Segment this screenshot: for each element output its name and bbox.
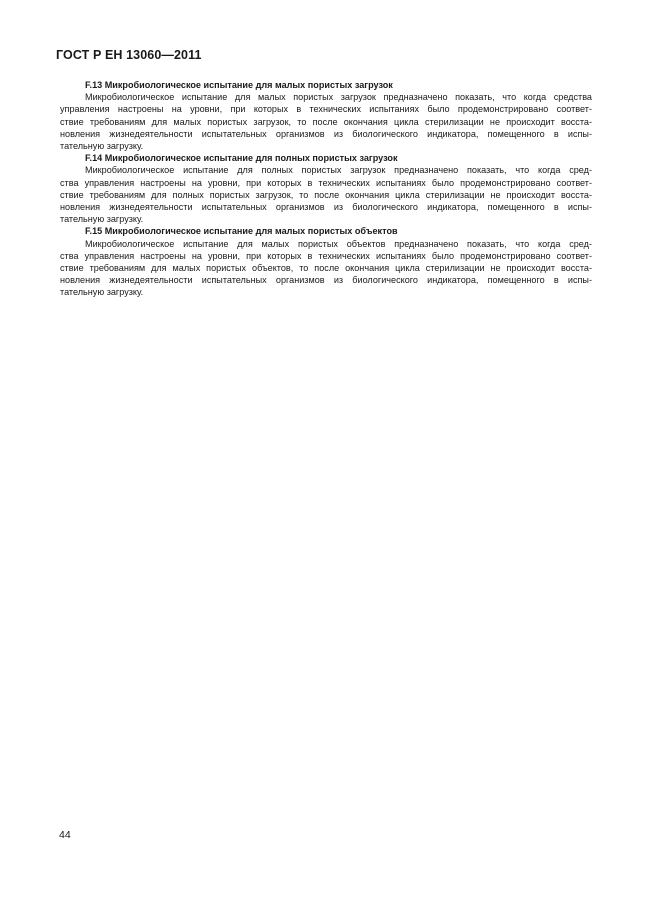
- section-f13: [60, 79, 592, 152]
- paragraph-line: Микробиологическое испытание для малых пористых объектов предназначено показать, что когда сред-: [85, 238, 592, 249]
- paragraph-line: ствие требованиям для малых пористых загрузок, то после окончания цикла стерилизации не происходит восста-: [60, 116, 592, 127]
- paragraph-line: тательную загрузку.: [60, 214, 144, 225]
- section-f14: [60, 152, 592, 225]
- document-body: [60, 79, 592, 299]
- paragraph-line: ствие требованиям для малых пористых объектов, то после окончания цикла стерилизации не происходит восста-: [60, 263, 592, 274]
- document-code-header: ГОСТ Р ЕН 13060—2011: [56, 48, 202, 62]
- paragraph-line: новления жизнедеятельности испытательных организмов из биологического индикатора, помещенного в испы-: [60, 202, 592, 213]
- page-number: 44: [59, 829, 71, 841]
- paragraph-line: новления жизнедеятельности испытательных организмов из биологического индикатора, помещенного в испы-: [60, 275, 592, 286]
- paragraph-line: новления жизнедеятельности испытательных организмов из биологического индикатора, помещенного в испы-: [60, 128, 592, 139]
- section-title: F.15 Микробиологическое испытание для малых пористых объектов: [85, 226, 398, 237]
- paragraph-line: ствие требованиям для полных пористых загрузок, то после окончания цикла стерилизации не происходит восста-: [60, 189, 592, 200]
- paragraph-line: управления настроены на уровни, при которых в технических испытаниях было продемонстрировано соответ-: [60, 104, 592, 115]
- paragraph-line: Микробиологическое испытание для полных пористых загрузок предназначено показать, что когда сред-: [85, 165, 592, 176]
- paragraph-line: ства управления настроены на уровни, при которых в технических испытаниях было продемонстрировано соответ-: [60, 177, 592, 188]
- section-title: F.13 Микробиологическое испытание для малых пористых загрузок: [85, 80, 393, 90]
- paragraph-line: тательную загрузку.: [60, 141, 144, 152]
- paragraph-line: Микробиологическое испытание для малых пористых загрузок предназначено показать, что когда средства: [85, 92, 592, 103]
- section-f15: [60, 225, 592, 298]
- paragraph-line: тательную загрузку.: [60, 287, 144, 298]
- paragraph-line: ства управления настроены на уровни, при которых в технических испытаниях было продемонстрировано соответ-: [60, 250, 592, 261]
- section-title: F.14 Микробиологическое испытание для полных пористых загрузок: [85, 153, 398, 164]
